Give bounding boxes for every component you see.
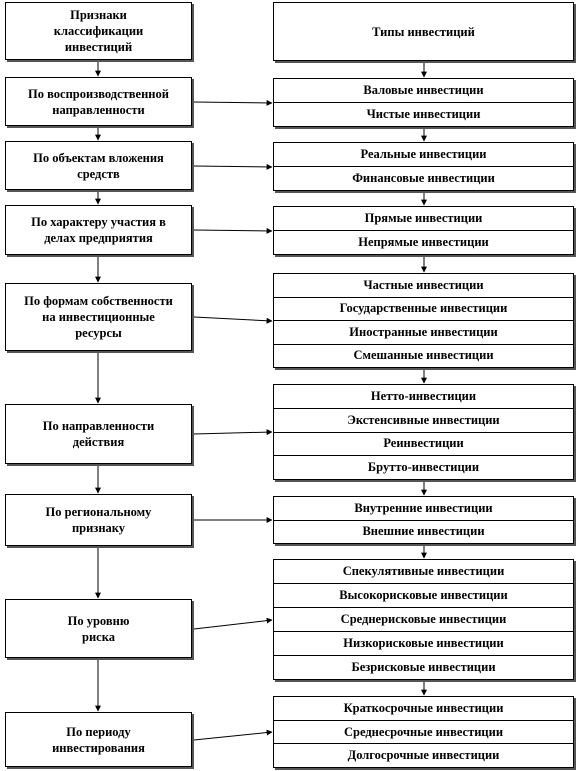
type-item: Частные инвестиции <box>363 277 484 292</box>
criterion-label: По периоду инвестирования <box>52 724 145 755</box>
criterion-box <box>5 712 192 767</box>
criterion-label: По региональному признаку <box>45 505 152 535</box>
type-item: Долгосрочные инвестиции <box>274 743 573 767</box>
criterion-label: По характеру участия в делах предприятия <box>31 215 166 245</box>
criterion-label: По объектам вложения средств <box>33 150 164 181</box>
types-group <box>273 559 574 680</box>
criterion-box <box>5 141 192 190</box>
type-item: Спекулятивные инвестиции <box>342 564 505 578</box>
types-group <box>273 273 574 368</box>
types-group <box>273 696 574 768</box>
types-group <box>273 206 574 255</box>
criterion-box <box>5 599 192 658</box>
type-item: Высокорисковые инвестиции <box>274 583 573 607</box>
type-item: Государственные инвестиции <box>274 297 573 321</box>
arrow-horizontal <box>194 230 272 231</box>
criterion-label: По формам собственности на инвестиционные ресурсы <box>24 294 173 340</box>
header-criteria-box <box>5 2 192 60</box>
type-item: Низкорисковые инвестиции <box>274 631 573 655</box>
type-item: Внешние инвестиции <box>274 520 573 544</box>
type-item: Иностранные инвестиции <box>274 320 573 344</box>
type-item: Безрисковые инвестиции <box>274 655 573 679</box>
type-item: Реальные инвестиции <box>360 147 487 161</box>
type-item: Чистые инвестиции <box>274 102 573 126</box>
type-item: Нетто-инвестиции <box>370 388 477 403</box>
arrow-horizontal <box>194 432 272 434</box>
header-criteria-label: Признаки классификации инвестиций <box>53 8 144 54</box>
criterion-box <box>5 283 192 351</box>
type-item: Среднерисковые инвестиции <box>274 607 573 631</box>
arrow-horizontal <box>194 317 272 321</box>
type-item: Смешанные инвестиции <box>274 344 573 368</box>
types-group <box>273 78 574 127</box>
type-item: Валовые инвестиции <box>363 83 484 97</box>
type-item: Брутто-инвестиции <box>274 455 573 479</box>
type-item: Непрямые инвестиции <box>274 230 573 254</box>
types-group <box>273 142 574 191</box>
type-item: Среднесрочные инвестиции <box>274 720 573 744</box>
type-item: Финансовые инвестиции <box>274 166 573 190</box>
header-types-box <box>273 2 574 61</box>
arrow-horizontal <box>194 732 272 740</box>
criterion-label: По воспроизводственной направленности <box>28 86 169 117</box>
type-item: Внутренние инвестиции <box>354 500 493 515</box>
header-types-label: Типы инвестиций <box>372 24 475 39</box>
type-item: Краткосрочные инвестиции <box>343 700 504 715</box>
types-group <box>273 496 574 544</box>
type-item: Реинвестиции <box>274 432 573 456</box>
types-group <box>273 384 574 480</box>
criterion-label: По уровню риска <box>67 613 130 644</box>
type-item: Прямые инвестиции <box>364 211 483 225</box>
criterion-box <box>5 77 192 126</box>
criterion-box <box>5 404 192 464</box>
type-item: Экстенсивные инвестиции <box>274 408 573 432</box>
arrow-horizontal <box>194 620 272 629</box>
criterion-box <box>5 494 192 546</box>
arrow-horizontal <box>194 166 272 167</box>
arrow-horizontal <box>194 102 272 103</box>
criterion-box <box>5 205 192 255</box>
criterion-label: По направленности действия <box>42 419 155 449</box>
